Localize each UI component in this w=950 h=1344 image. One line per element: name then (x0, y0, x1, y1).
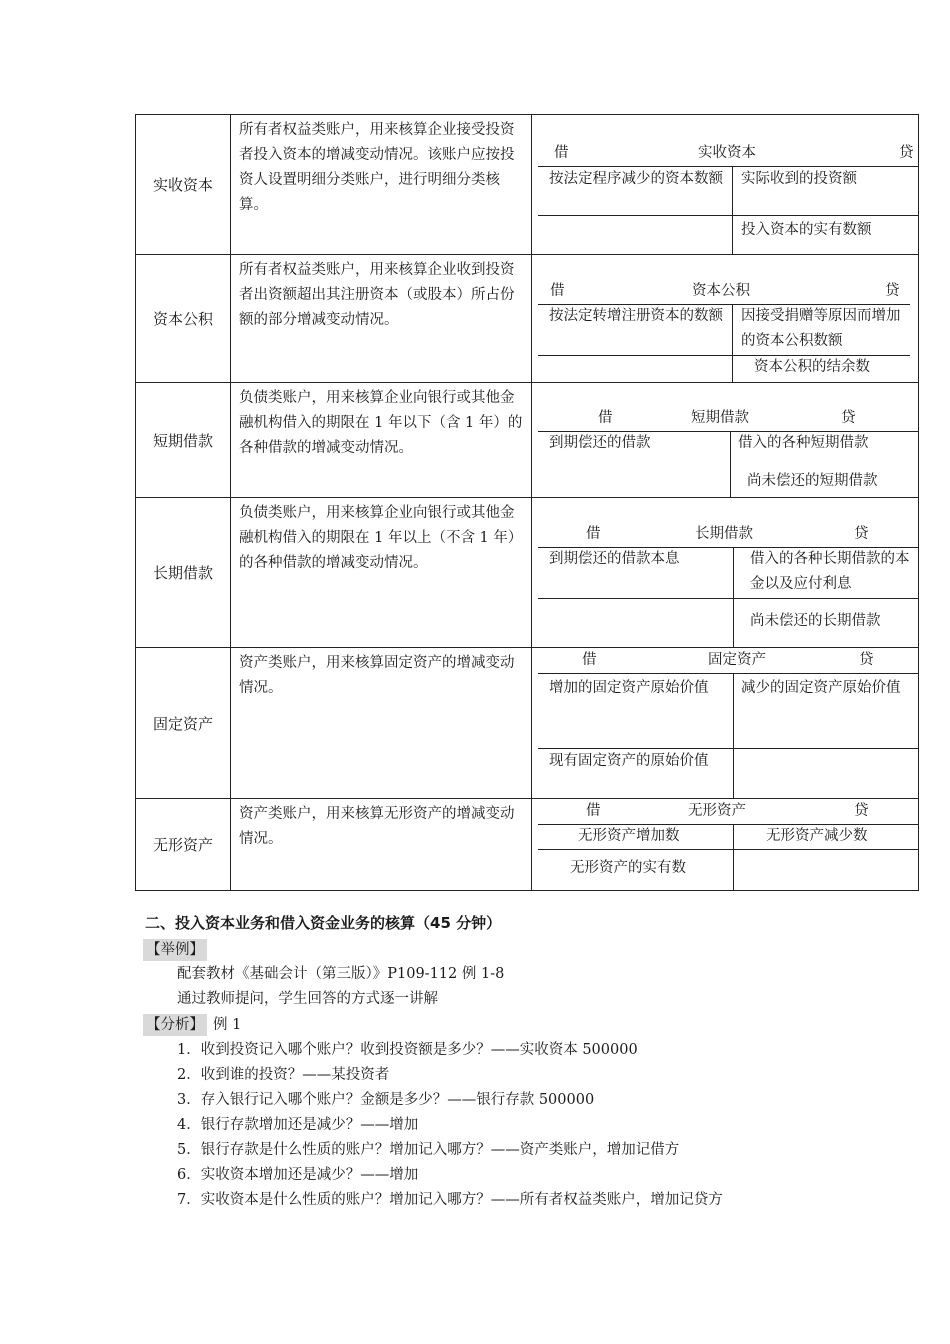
table-row (136, 648, 919, 799)
analysis-item: 3．存入银行记入哪个账户？金额是多少？——银行存款 500000 (177, 1092, 595, 1108)
t-debit-entry: 无形资产增加数 (578, 828, 680, 844)
account-description: 资产类账户，用来核算固定资产的增减变动情况。 (231, 648, 532, 799)
t-account (532, 498, 918, 647)
analysis-item: 6．实收资本增加还是减少？——增加 (177, 1167, 419, 1183)
t-account-line (730, 431, 731, 497)
t-debit-label: 借 (582, 652, 597, 668)
t-debit-entry: 到期偿还的借款本息 (549, 551, 680, 567)
t-debit-label: 借 (550, 283, 565, 299)
t-account-line (538, 598, 918, 599)
t-credit-label: 贷 (854, 526, 869, 542)
t-account-line (733, 547, 734, 647)
t-credit-label: 贷 (885, 283, 900, 299)
analysis-item: 4．银行存款增加还是减少？——增加 (177, 1117, 419, 1133)
t-debit-entry: 增加的固定资产原始价值 (549, 680, 709, 696)
t-credit-entry: 实际收到的投资额 (741, 171, 857, 187)
analysis-item: 1．收到投资记入哪个账户？收到投资额是多少？——实收资本 500000 (177, 1042, 638, 1058)
t-debit-label: 借 (586, 526, 601, 542)
account-description: 所有者权益类账户，用来核算企业接受投资者投入资本的增减变动情况。该账户应按投资人设置明细分类账户，进行明细分类核算。 (231, 115, 532, 255)
t-balance: 投入资本的实有数额 (741, 222, 872, 238)
analysis-label: 例 1 (213, 1017, 242, 1033)
t-credit-label: 贷 (841, 410, 856, 426)
table-row (136, 115, 919, 255)
account-description: 所有者权益类账户，用来核算企业收到投资者出资额超出其注册资本（或股本）所占份额的部分增减变动情况。 (231, 255, 532, 383)
account-name: 资本公积 (136, 255, 231, 383)
t-credit-entry: 借入的各种短期借款 (738, 435, 869, 451)
account-description: 资产类账户，用来核算无形资产的增减变动情况。 (231, 799, 532, 891)
table-row (136, 255, 919, 383)
t-account (532, 115, 918, 254)
account-description: 负债类账户，用来核算企业向银行或其他金融机构借入的期限在 1 年以上（不含 1 年）的各种借款的增减变动情况。 (231, 498, 532, 648)
t-credit-label: 贷 (859, 652, 874, 668)
t-debit-entry: 按法定程序减少的资本数额 (549, 171, 723, 187)
t-debit-entry: 到期偿还的借款 (549, 435, 651, 451)
account-name: 无形资产 (136, 799, 231, 891)
t-account-line (538, 849, 918, 850)
t-balance: 无形资产的实有数 (570, 860, 686, 876)
table-row (136, 498, 919, 648)
table-row (136, 383, 919, 498)
t-credit-entry: 无形资产减少数 (766, 828, 868, 844)
t-account-line (732, 304, 733, 382)
table-row (136, 799, 919, 891)
t-credit-label: 贷 (899, 145, 914, 161)
t-debit-label: 借 (554, 145, 569, 161)
t-account-line (538, 215, 918, 216)
t-credit-entry: 借入的各种长期借款的本金以及应付利息 (750, 551, 910, 592)
t-debit-entry: 按法定转增注册资本的数额 (549, 308, 723, 324)
section-title: 二、投入资本业务和借入资金业务的核算（45 分钟） (145, 914, 502, 932)
t-credit-entry: 因接受捐赠等原因而增加的资本公积数额 (741, 308, 901, 349)
t-account (532, 799, 918, 890)
t-account (532, 648, 918, 798)
example-line: 通过教师提问，学生回答的方式逐一讲解 (177, 991, 438, 1007)
t-balance: 尚未偿还的短期借款 (747, 473, 878, 489)
t-account-title: 固定资产 (708, 652, 766, 668)
account-name: 固定资产 (136, 648, 231, 799)
t-credit-label: 贷 (854, 803, 869, 819)
t-account-title: 无形资产 (688, 803, 746, 819)
t-account-line (733, 673, 734, 798)
t-account-title: 长期借款 (695, 526, 753, 542)
account-description: 负债类账户，用来核算企业向银行或其他金融机构借入的期限在 1 年以下（含 1 年）的各种借款的增减变动情况。 (231, 383, 532, 498)
analysis-item: 7．实收资本是什么性质的账户？增加记入哪方？——所有者权益类账户，增加记贷方 (177, 1192, 723, 1208)
analysis-item: 5．银行存款是什么性质的账户？增加记入哪方？——资产类账户，增加记借方 (177, 1142, 680, 1158)
example-line: 配套教材《基础会计（第三版）》P109-112 例 1-8 (177, 966, 505, 982)
account-table (135, 114, 919, 891)
t-account (532, 255, 918, 382)
example-tag: 【举例】 (143, 939, 207, 961)
analysis-tag: 【分析】 (143, 1014, 207, 1036)
t-credit-entry: 减少的固定资产原始价值 (741, 680, 901, 696)
t-debit-label: 借 (598, 410, 613, 426)
t-account-title: 实收资本 (698, 145, 756, 161)
account-name: 长期借款 (136, 498, 231, 648)
t-account (532, 383, 918, 497)
account-name: 实收资本 (136, 115, 231, 255)
t-balance: 尚未偿还的长期借款 (750, 613, 881, 629)
account-name: 短期借款 (136, 383, 231, 498)
t-account-title: 短期借款 (691, 410, 749, 426)
t-balance: 资本公积的结余数 (754, 359, 870, 375)
t-account-line (538, 673, 918, 674)
analysis-item: 2．收到谁的投资？——某投资者 (177, 1067, 390, 1083)
t-account-line (733, 824, 734, 890)
t-account-line (732, 166, 733, 254)
t-account-title: 资本公积 (692, 283, 750, 299)
t-balance: 现有固定资产的原始价值 (549, 753, 709, 769)
t-debit-label: 借 (586, 803, 601, 819)
